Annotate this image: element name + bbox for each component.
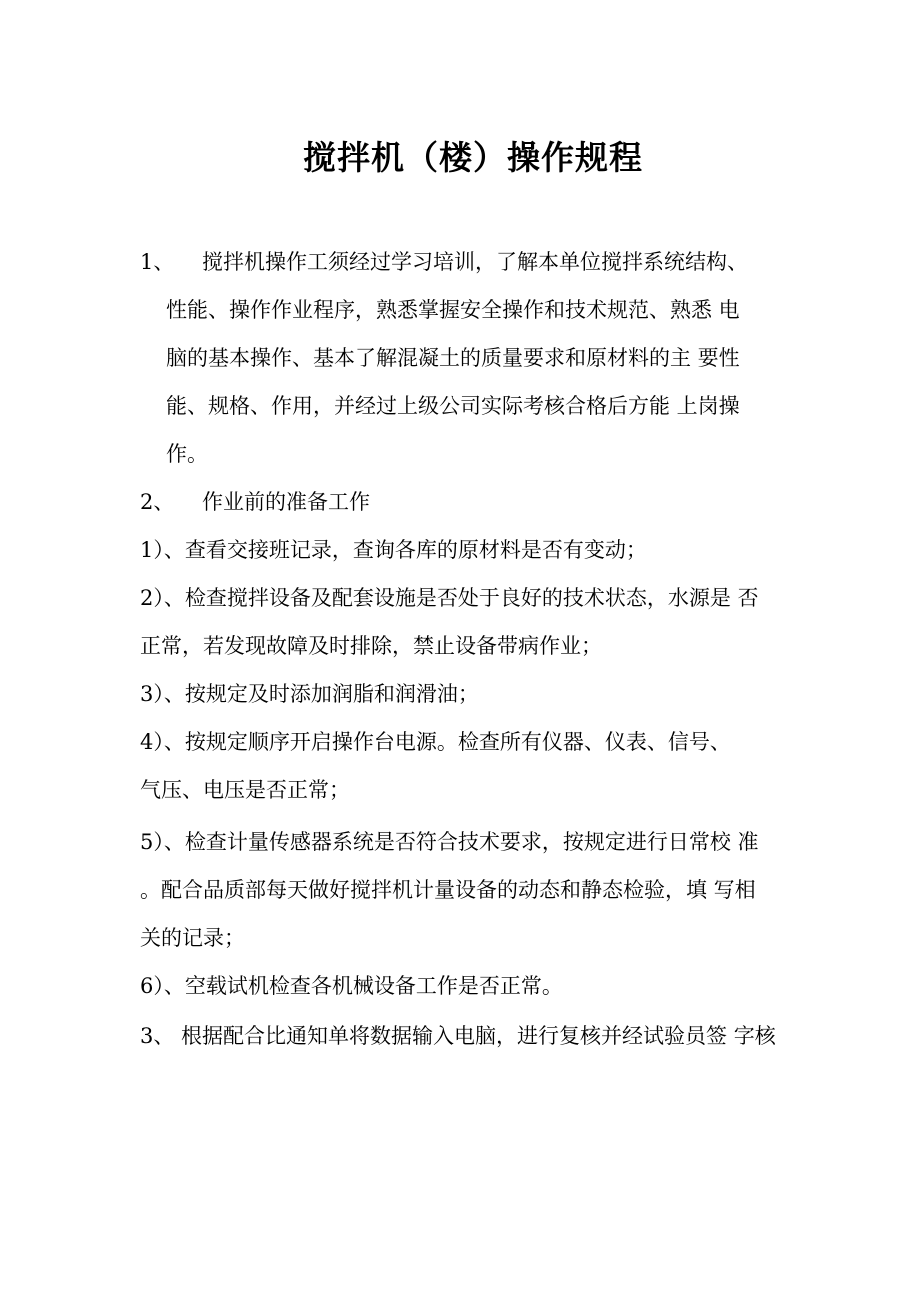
item-1-line-2: 性能、操作作业程序，熟悉掌握安全操作和技术规范、熟悉 电 [166,298,740,322]
sub-item-5-line-1: 5）、检查计量传感器系统是否符合技术要求，按规定进行日常校 准 [140,830,759,854]
sub-item-4-line-2: 气压、电压是否正常； [140,778,350,802]
sub-item-2-line-2: 正常，若发现故障及时排除，禁止设备带病作业； [140,634,602,658]
sub-item-2-line-1: 2）、检查搅拌设备及配套设施是否处于良好的技术状态，水源是 否 [140,586,759,610]
item-2-number: 2、 [140,490,175,514]
item-1-line-3: 脑的基本操作、基本了解混凝土的质量要求和原材料的主 要性 [166,346,740,370]
sub-item-5-line-2: 。配合品质部每天做好搅拌机计量设备的动态和静态检验，填 写相 [140,878,756,902]
item-1-number: 1、 [140,250,175,274]
item-1-line-4: 能、规格、作用，并经过上级公司实际考核合格后方能 上岗操 [166,394,740,418]
sub-item-4-line-1: 4）、按规定顺序开启操作台电源。检查所有仪器、仪表、信号、 [140,730,731,754]
sub-item-5-line-3: 关的记录； [140,926,245,950]
sub-item-6: 6）、空载试机检查各机械设备工作是否正常。 [140,974,563,998]
document-title: 搅拌机（楼）操作规程 [303,138,643,177]
item-1-line-5: 作。 [166,442,208,466]
item-2-heading: 作业前的准备工作 [202,490,370,514]
sub-item-3: 3）、按规定及时添加润脂和润滑油； [140,682,479,706]
sub-item-1: 1）、查看交接班记录，查询各库的原材料是否有变动； [140,538,647,562]
item-1-line-1: 搅拌机操作工须经过学习培训，了解本单位搅拌系统结构、 [202,250,748,274]
item-3-line-1: 3、 根据配合比通知单将数据输入电脑，进行复核并经试验员签 字核 [140,1024,776,1048]
